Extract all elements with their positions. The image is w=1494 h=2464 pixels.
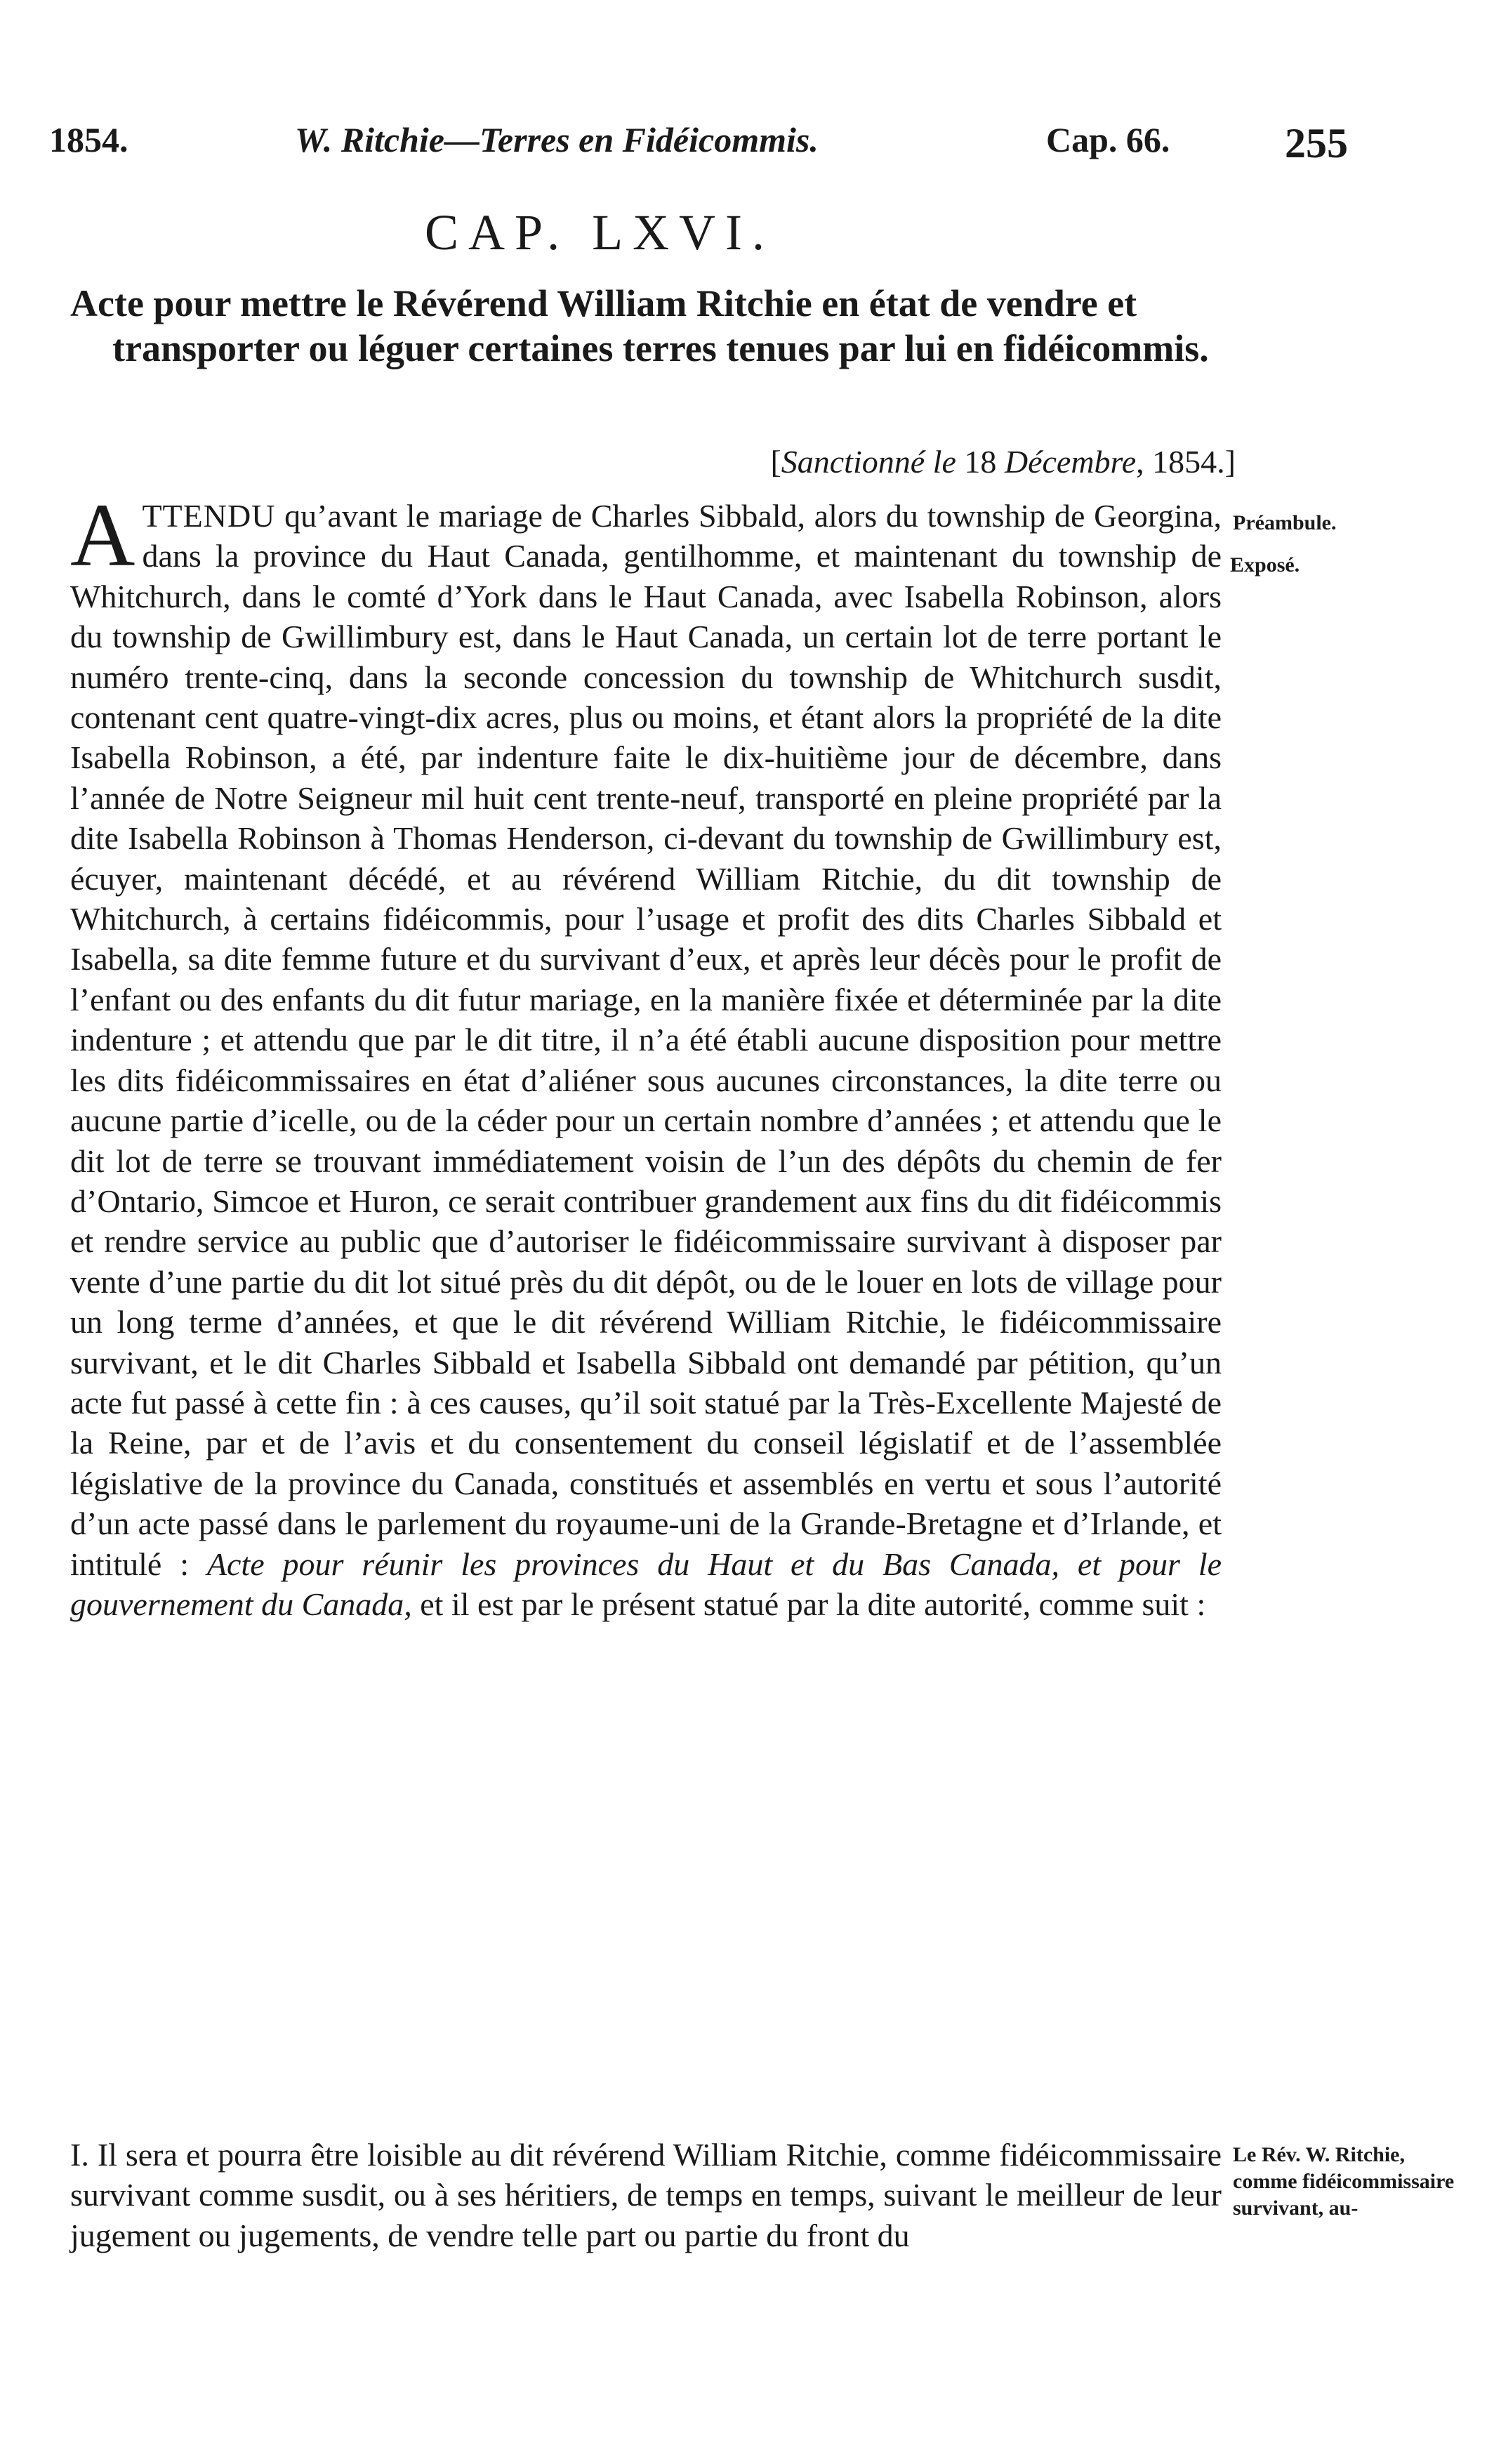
sanction-label: Sanctionné le [781,444,956,480]
sanction-day: 18 [964,444,997,480]
preamble-paragraph [70,485,1222,1624]
preamble-lead-word: TTENDU [142,498,276,534]
running-head-year: 1854. [49,120,128,159]
chapter-heading: CAP. LXVI. [424,204,775,261]
referenced-act-title: Acte pour réunir les provinces du Haut et du Bas Canada, et pour le gouvernement du Canada, [70,1546,1222,1622]
drop-cap: A [70,485,135,585]
running-head-chapter: Cap. 66. [1046,120,1170,159]
margin-note-expose: Exposé. [1230,553,1300,577]
act-title: Acte pour mettre le Révérend William Ritchie en état de vendre et transporter ou léguer certaines terres tenues par lui en fidéicommis. [70,282,1209,369]
margin-note-section-one: Le Rév. W. Ritchie, comme fidéicommissaire survivant, au- [1233,2143,1455,2220]
running-head-title: W. Ritchie—Terres en Fidéicommis. [295,120,819,159]
margin-note-preambule: Préambule. [1233,511,1337,534]
sanction-month: Décembre [1004,444,1137,480]
sanction-open-bracket: [ [770,444,781,480]
sanction-year: , 1854.] [1136,444,1236,480]
running-head [49,119,1383,183]
preamble-closing: et il est par le présent statué par la dite autorité, comme suit : [420,1586,1206,1622]
section-one-paragraph: I. Il sera et pourra être loisible au dit révérend William Ritchie, comme fidéicommissaire survivant comme susdit, ou à ses héritiers, de temps en temps, suivant le meilleur de leur jugement ou jugements, de vendre telle part ou partie du front du [70,2137,1222,2253]
sanction-date [534,441,1236,483]
preamble-text: qu’avant le mariage de Charles Sibbald, alors du township de Georgina, dans la province du Haut Canada, gentilhomme, et maintenant du township de Whitchurch, dans le comté d’York dans le Haut Canada, avec Isabella Robinson, alors du township de Gwillimbury est, dans le Haut Canada, un certain lot de terre portant le numéro trente-cinq, dans la seconde concession du township de Whitchurch susdit, contenant cent quatre-vingt-dix acres, plus ou moins, et étant alors la propriété de la dite Isabella Robinson, a été, par indenture faite le dix-huitième jour de décembre, dans l’année de Notre Seigneur mil huit cent trente-neuf, transporté en pleine propriété par la dite Isabella Robinson à Thomas Henderson, ci-devant du township de Gwillimbury est, écuyer, maintenant décédé, et au révérend William Ritchie, du dit township de Whitchurch, à certains fidéicommis, pour l’usage et profit des dits Charles Sibbald et Isabella, sa dite femme future et du survivant d’eux, et après leur décès pour le profit de l’enfant ou des enfants du dit futur mariage, en la manière fixée et déterminée par la dite indenture ; et attendu que par le dit titre, il n’a été établi aucune disposition pour mettre les dits fidéicommissaires en état d’aliéner sous aucunes circonstances, la dite terre ou aucune partie d’icelle, ou de la céder pour un certain nombre d’années ; et attendu que le dit lot de terre se trouvant immédiatement voisin de l’un des dépôts du chemin de fer d’Ontario, Simcoe et Huron, ce serait contribuer grandement aux fins du dit fidéicommis et rendre service au public que d’autoriser le fidéicommissaire survivant à disposer par vente d’une partie du dit lot situé près du dit dépôt, ou de le louer en lots de village pour un long terme d’années, et que le dit révérend William Ritchie, le fidéicommissaire survivant, et le dit Charles Sibbald et Isabella Sibbald ont demandé par pétition, qu’un acte fut passé à cette fin : à ces causes, qu’il soit statué par la Très-Excellente Majesté de la Reine, par et de l’avis et du consentement du conseil législatif et de l’assemblée législative de la province du Canada, constitués et assemblés en vertu et sous l’autorité d’un acte passé dans le parlement du royaume-uni de la Grande-Bretagne et d’Irlande, et intitulé : [70,498,1222,1582]
page-number: 255 [1285,120,1348,166]
